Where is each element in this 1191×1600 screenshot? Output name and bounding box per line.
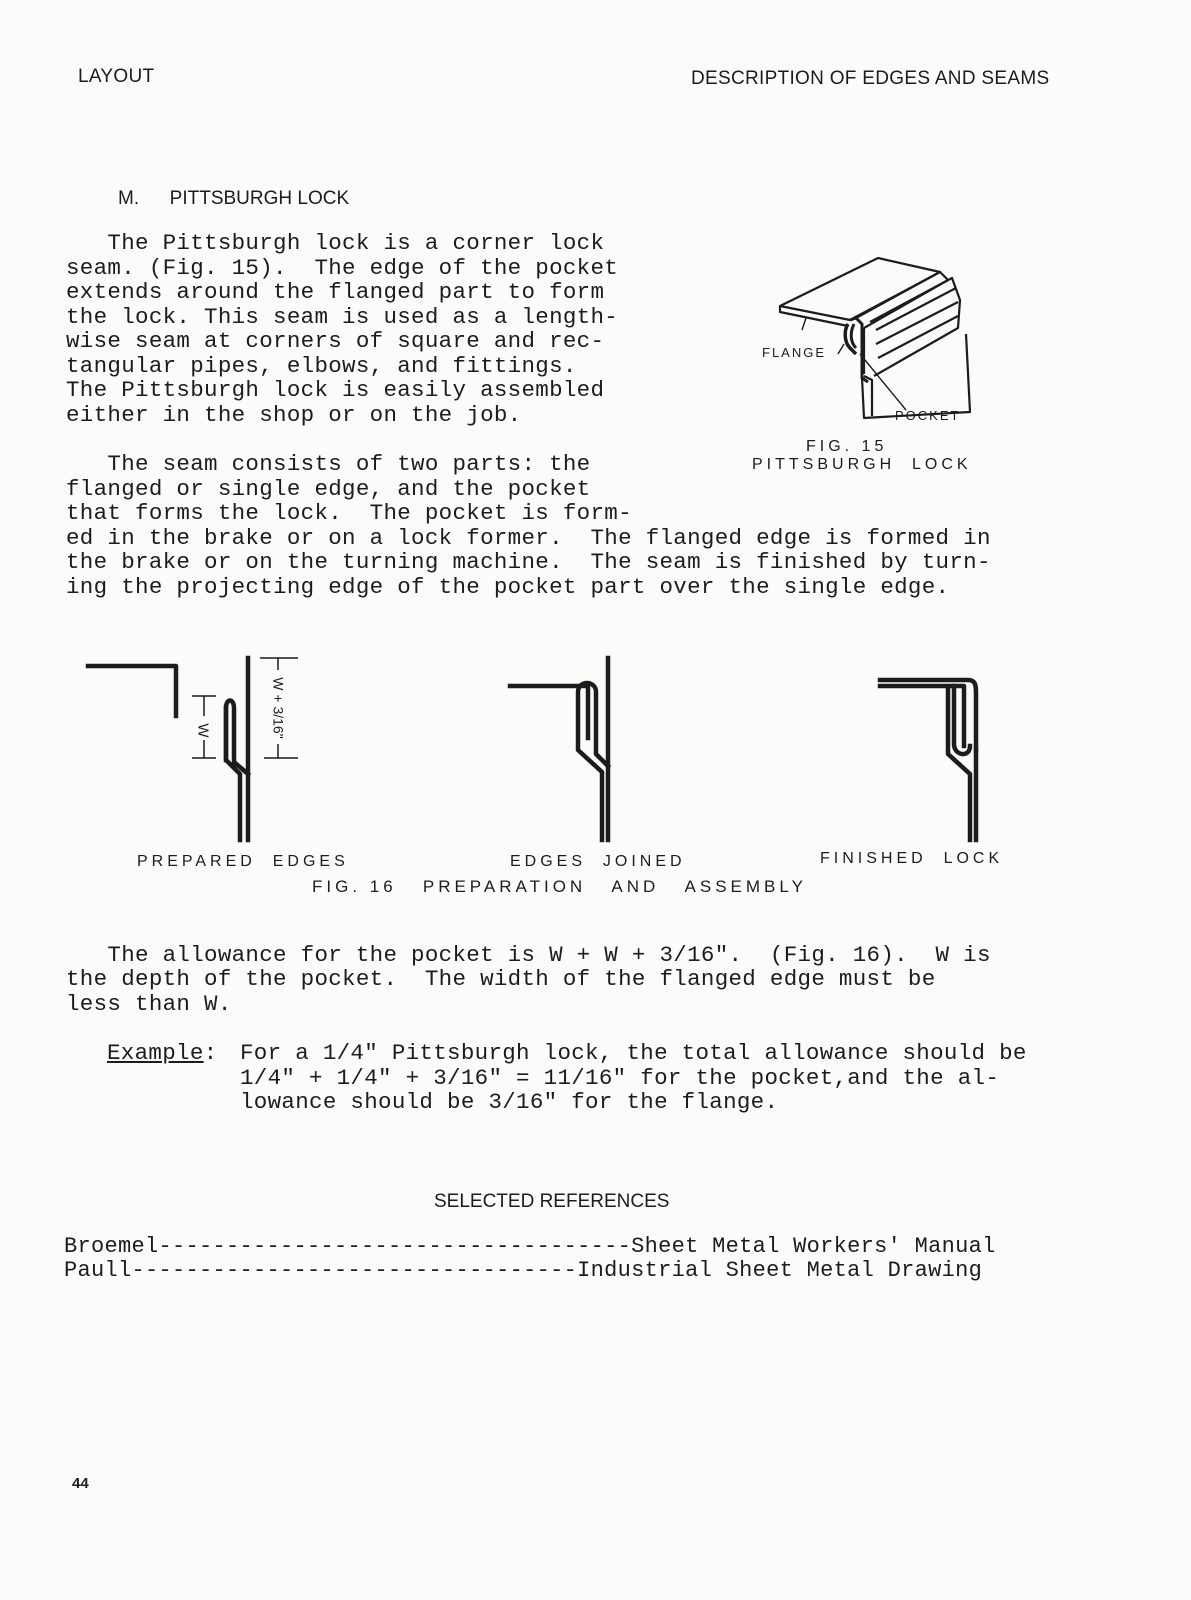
running-header-right: DESCRIPTION OF EDGES AND SEAMS <box>691 68 1050 89</box>
text-line: For a 1/4" Pittsburgh lock, the total allowance should be <box>240 1040 1027 1066</box>
figure-15-pittsburgh-lock-drawing <box>760 258 980 428</box>
text-line: either in the shop or on the job. <box>66 402 522 428</box>
example-label <box>107 1040 217 1066</box>
reference-item: Paull---------------------------------Industrial Sheet Metal Drawing <box>64 1258 983 1283</box>
dimension-w-label: W <box>194 723 212 738</box>
text-line: tangular pipes, elbows, and fittings. <box>66 353 577 379</box>
fig15-caption-title: PITTSBURGH LOCK <box>752 456 972 473</box>
text-line: that forms the lock. The pocket is form- <box>66 500 632 526</box>
section-heading <box>118 188 349 210</box>
text-line: the lock. This seam is used as a length- <box>66 304 619 330</box>
text-line: The seam consists of two parts: the <box>66 451 591 477</box>
dimension-w-plus-label: W + 3/16" <box>270 677 287 739</box>
text-line: ing the projecting edge of the pocket part over the single edge. <box>66 574 950 600</box>
text-line: The Pittsburgh lock is a corner lock <box>66 230 605 256</box>
figure-16-finished-lock-drawing <box>870 650 1000 850</box>
section-letter: M. <box>118 188 140 209</box>
fig15-flange-label: FLANGE <box>762 345 827 360</box>
text-line: wise seam at corners of square and rec- <box>66 328 605 354</box>
example-label-text: Example <box>107 1040 204 1066</box>
text-line: ed in the brake or on a lock former. The flanged edge is formed in <box>66 525 991 551</box>
running-header-left: LAYOUT <box>78 66 155 87</box>
references-heading: SELECTED REFERENCES <box>434 1191 670 1212</box>
fig16-label-prepared-edges: PREPARED EDGES <box>137 853 349 870</box>
reference-item: Broemel-----------------------------------Sheet Metal Workers' Manual <box>64 1234 996 1259</box>
fig16-label-finished-lock: FINISHED LOCK <box>820 850 1004 867</box>
text-line: the depth of the pocket. The width of the flanged edge must be <box>66 966 936 992</box>
text-line: flanged or single edge, and the pocket <box>66 476 591 502</box>
fig16-label-edges-joined: EDGES JOINED <box>510 853 686 870</box>
text-line: lowance should be 3/16" for the flange. <box>240 1089 779 1115</box>
fig15-pocket-label: POCKET <box>895 408 961 423</box>
text-line: extends around the flanged part to form <box>66 279 605 305</box>
figure-16-edges-joined-drawing <box>500 650 630 850</box>
text-line: seam. (Fig. 15). The edge of the pocket <box>66 255 619 281</box>
text-line: The allowance for the pocket is W + W + 3/16". (Fig. 16). W is <box>66 942 991 968</box>
text-line: the brake or on the turning machine. The seam is finished by turn- <box>66 549 991 575</box>
section-title: PITTSBURGH LOCK <box>169 188 350 209</box>
fig15-caption-number: FIG. 15 <box>806 438 888 455</box>
text-line: less than W. <box>66 991 232 1017</box>
text-line: The Pittsburgh lock is easily assembled <box>66 377 605 403</box>
page-number: 44 <box>72 1475 89 1492</box>
example-label-colon: : <box>203 1040 218 1066</box>
fig16-caption: FIG. 16 PREPARATION AND ASSEMBLY <box>312 877 807 896</box>
text-line: 1/4" + 1/4" + 3/16" = 11/16" for the pocket,and the al- <box>240 1065 1000 1091</box>
